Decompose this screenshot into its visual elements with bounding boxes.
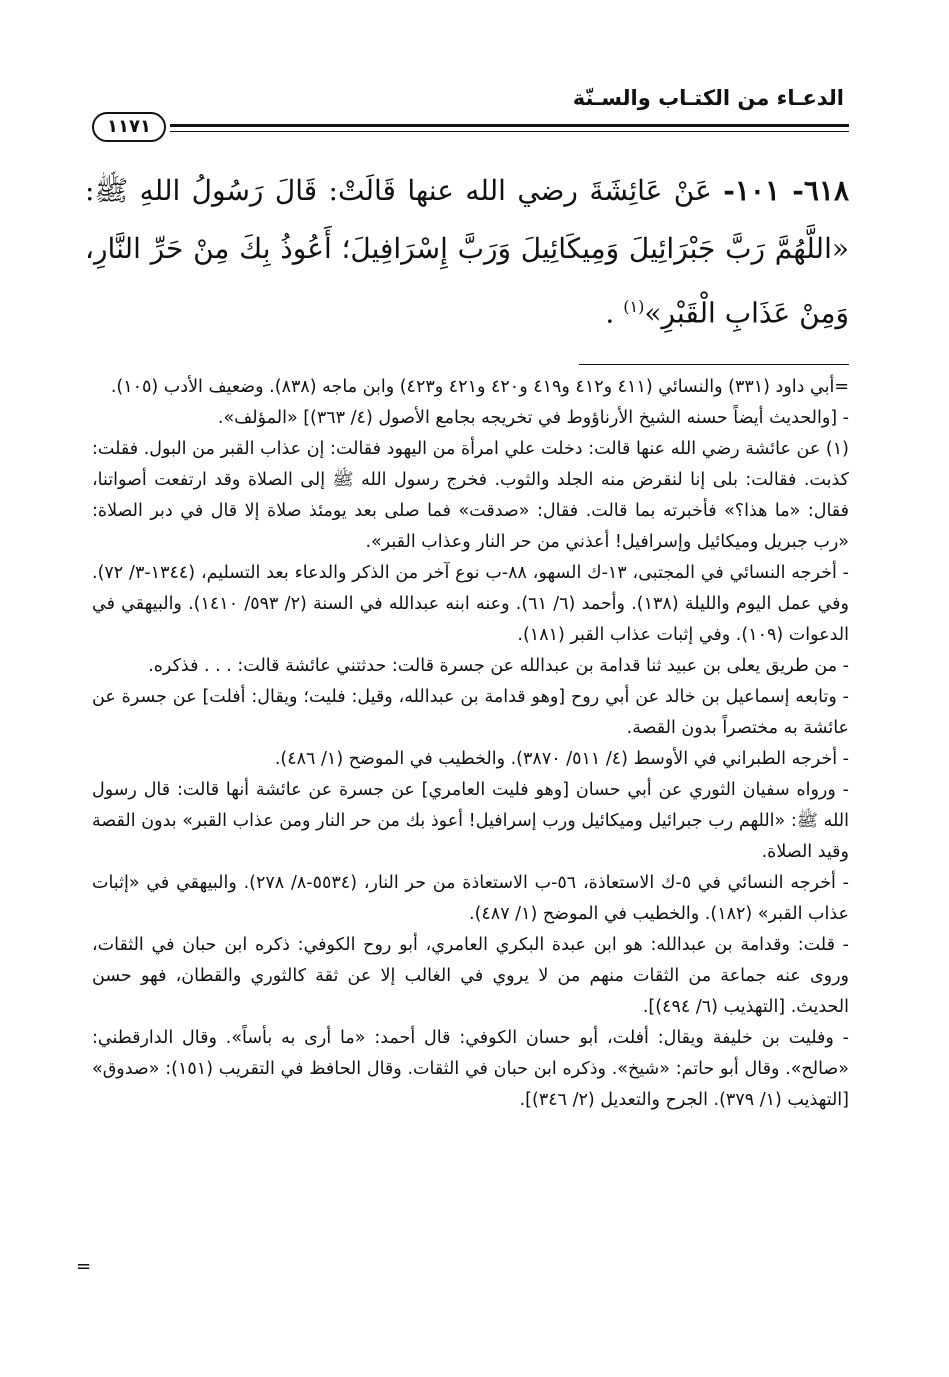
footnote-line: - أخرجه النسائي في المجتبى، ١٣-ك السهو، ٨٨-ب نوع آخر من الذكر والدعاء بعد التسليم، (١٣٤٤-٣/ ٧٢). وفي عمل اليوم والليلة (١٣٨). وأحمد (٦/ ٦١). وعنه ابنه عبدالله في السنة (٢/ ٥٩٣/ ١٤١٠). والبيهقي في الدعوات (١٠٩). وفي إثبات عذاب القبر (١٨١). [92,563,849,645]
footnote-line: (١) عن عائشة رضي الله عنها قالت: دخلت علي امرأة من اليهود فقالت: إن عذاب القبر من البول. فقلت: كذبت. فقالت: بلى إنا لنقرض منه الجلد والثوب. فخرج رسول الله ﷺ إلى الصلاة وقد ارتفعت أصواتنا، فقال: «ما هذا؟» فأخبرته بما قالت. فقال: «صدقت» فما صلى بعد يومئذ صلاة إلا قال في دبر الصلاة: «رب جبريل وميكائيل وإسرافيل! أعذني من حر النار وعذاب القبر». [92,439,849,552]
footnote-line: - وفليت بن خليفة ويقال: أفلت، أبو حسان الكوفي: قال أحمد: «ما أرى به بأساً». وقال الدارقطني: «صالح». وقال أبو حاتم: «شيخ». وذكره ابن حبان في الثقات. وقال الحافظ في التقريب (١٥١): «صدوق» [التهذيب (١/ ٣٧٩). الجرح والتعديل (٢/ ٣٤٦)]. [92,1028,849,1110]
footnote-ref: (١) [623,297,645,316]
footnote-line: - أخرجه الطبراني في الأوسط (٤/ ٥١١/ ٣٨٧٠). والخطيب في الموضح (١/ ٤٨٦). [274,749,849,769]
page-number: ١١٧١ [92,112,166,142]
continuation-mark: = [76,1256,92,1277]
footnote-line: - [والحديث أيضاً حسنه الشيخ الأرناؤوط في تخريجه بجامع الأصول (٤/ ٣٦٣)] «المؤلف». [217,408,849,428]
footnote-line: - من طريق يعلى بن عبيد ثنا قدامة بن عبدالله عن جسرة قالت: حدثتني عائشة قالت: . . . فذكره. [148,656,849,676]
running-title: الدعـاء من الكتـاب والسـنّة [572,86,844,110]
hadith-number: ٦١٨- ١٠١- [723,174,850,207]
hadith-body: عَنْ عَائِشَةَ رضي الله عنها قَالَتْ: قَالَ رَسُولُ اللهِ ﷺ: «اللَّهُمَّ رَبَّ جَبْرَائِيلَ وَمِيكَائِيلَ وَرَبَّ إِسْرَافِيلَ؛ أَعُوذُ بِكَ مِنْ حَرِّ النَّارِ، وَمِنْ عَذَابِ الْقَبْرِ» [85,174,849,330]
footnote-line: - أخرجه النسائي في ٥-ك الاستعاذة، ٥٦-ب الاستعاذة من حر النار، (٥٥٣٤-٨/ ٢٧٨). والبيهقي في «إثبات عذاب القبر» (١٨٢). والخطيب في الموضح (١/ ٤٨٧). [92,873,849,924]
footnote-line: - وتابعه إسماعيل بن خالد عن أبي روح [وهو قدامة بن عبدالله، وقيل: فليت؛ ويقال: أفلت] عن جسرة عن عائشة به مختصراً بدون القصة. [92,687,849,738]
header-rule [170,124,849,127]
hadith-text [85,162,849,342]
footnote-line: - ورواه سفيان الثوري عن أبي حسان [وهو فليت العامري] عن جسرة عن عائشة أنها قالت: قال رسول الله ﷺ: «اللهم رب جبرائيل وميكائيل ورب إسرافيل! أعوذ بك من حر النار ومن عذاب القبر» بدون القصة وقيد الصلاة. [92,780,849,862]
footnotes [92,372,849,1116]
header-rule-thin [170,131,849,132]
footnote-line: - قلت: وقدامة بن عبدالله: هو ابن عبدة البكري العامري، أبو روح الكوفي: ذكره ابن حبان في الثقات، وروى عنه جماعة من الثقات منهم من لا يروي في الغالب إلا عن ثقة كالثوري والقطان، فهو حسن الحديث. [التهذيب (٦/ ٤٩٤)]. [92,935,849,1017]
hadith-end: . [605,296,615,330]
footnote-line: =أبي داود (٣٣١) والنسائي (٤١١ و٤١٢ و٤١٩ و٤٢٠ و٤٢١ و٤٢٣) وابن ماجه (٨٣٨). وضعيف الأدب (١٠٥). [110,377,849,397]
footnote-separator [579,364,849,365]
